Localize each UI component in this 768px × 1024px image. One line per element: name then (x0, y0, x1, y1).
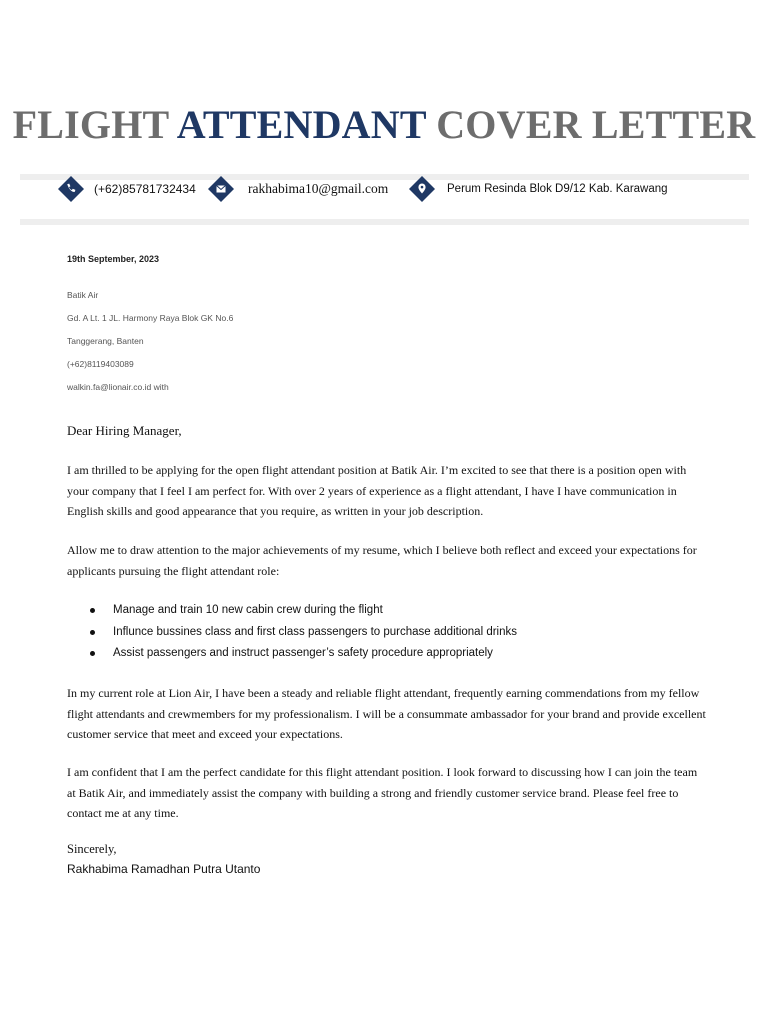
home-address: Perum Resinda Blok D9/12 Kab. Karawang (447, 183, 668, 195)
letter-date: 19th September, 2023 (67, 254, 160, 264)
recipient-company: Batik Air (67, 290, 99, 300)
list-item-text: Influnce bussines class and first class passengers to purchase additional drinks (113, 625, 517, 638)
recipient-address-line2: Tanggerang, Banten (67, 336, 144, 346)
email-address[interactable]: rakhabima10@gmail.com (248, 181, 389, 196)
contact-address (409, 176, 668, 202)
document-title (0, 102, 768, 148)
recipient-phone: (+62)8119403089 (67, 359, 134, 369)
body-paragraph-1: I am thrilled to be applying for the open flight attendant position at Batik Air. I’m excited to see that there is a position open with your company that I feel I am perfect for. With over 2 years of experience as a flight attendant, I have I have communication in English skills and good appearance that you require, as written in your job description. (67, 463, 687, 518)
contact-row (0, 176, 768, 202)
bullet-icon (90, 630, 95, 635)
list-item (67, 623, 707, 645)
envelope-icon (208, 176, 234, 202)
salutation: Dear Hiring Manager, (67, 423, 182, 438)
location-pin-icon (409, 176, 435, 202)
closing: Sincerely, (67, 842, 117, 856)
recipient-email: walkin.fa@lionair.co.id with (67, 382, 169, 392)
phone-icon (58, 176, 84, 202)
phone-number[interactable]: (+62)85781732434 (94, 182, 196, 196)
bullet-icon (90, 608, 95, 613)
contact-bar-bottom-divider (20, 219, 749, 225)
body-paragraph-2: Allow me to draw attention to the major achievements of my resume, which I believe both reflect and exceed your expectations for applicants pursuing the flight attendant role: (67, 543, 697, 578)
list-item (67, 644, 707, 666)
contact-email (208, 176, 388, 202)
list-item (67, 601, 707, 623)
title-part-attendant: ATTENDANT (176, 102, 426, 147)
recipient-block (67, 289, 233, 404)
bullet-icon (90, 651, 95, 656)
title-part-flight: FLIGHT (12, 102, 169, 147)
list-item-text: Assist passengers and instruct passenger’s safety procedure appropriately (113, 647, 493, 659)
body-paragraph-4: I am confident that I am the perfect candidate for this flight attendant position. I look forward to discussing how I can join the team at Batik Air, and immediately assist the company with building a strong and friendly customer service brand. Please feel free to contact me at any time. (67, 765, 698, 820)
body-paragraph-3: In my current role at Lion Air, I have been a steady and reliable flight attendant, frequently earning commendations from my fellow flight attendants and crewmembers for my professionalism. I will be a consummate ambassador for your brand and provide excellent customer service that meet and exceed your expectations. (67, 686, 706, 741)
list-item-text: Manage and train 10 new cabin crew during the flight (113, 604, 383, 616)
recipient-address-line1: Gd. A Lt. 1 JL. Harmony Raya Blok GK No.6 (67, 313, 234, 323)
title-part-cover-letter: COVER LETTER (436, 102, 756, 147)
achievements-list (67, 601, 707, 666)
signature-name: Rakhabima Ramadhan Putra Utanto (67, 862, 261, 876)
contact-phone (58, 176, 196, 202)
